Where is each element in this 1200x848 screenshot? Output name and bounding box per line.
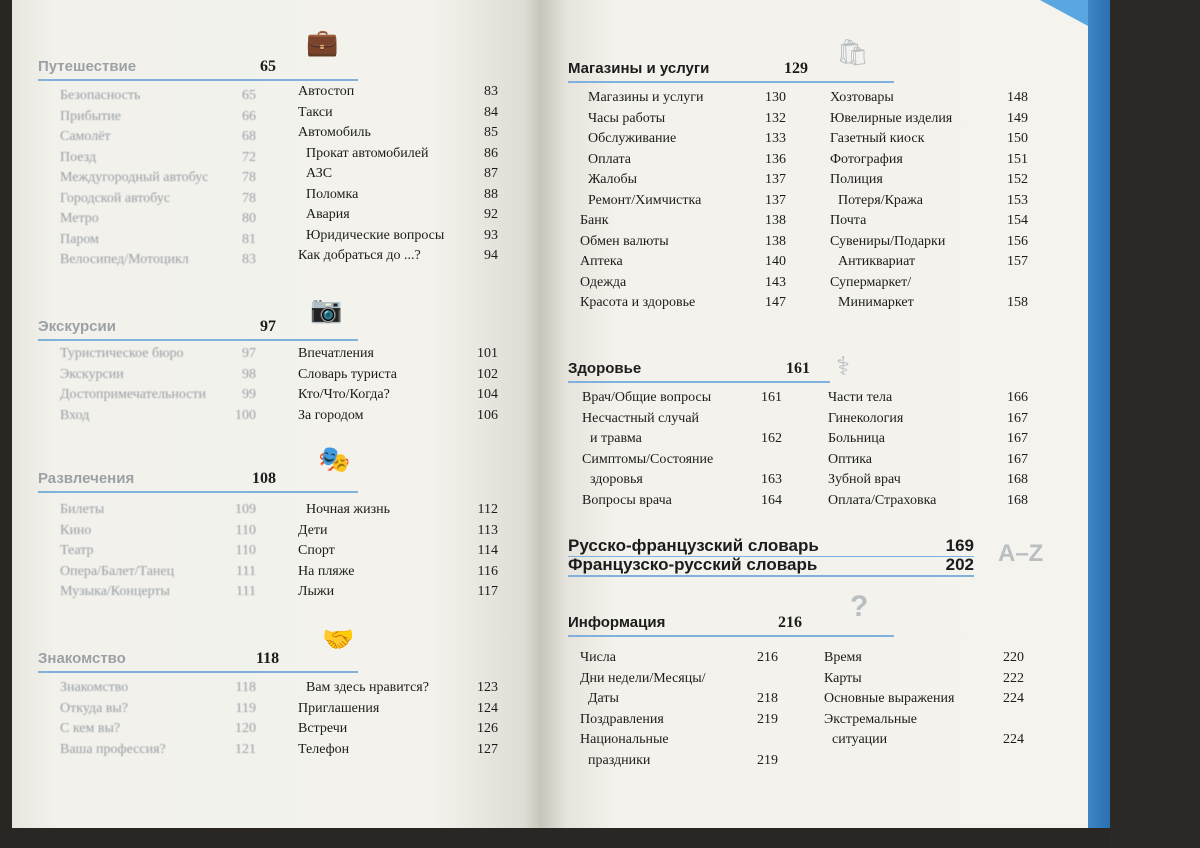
toc-row[interactable]: Полиция 152 [830, 172, 1028, 187]
section-header-excursions[interactable] [38, 318, 368, 340]
toc-row[interactable]: Время 220 [824, 650, 1024, 665]
toc-row[interactable]: Междугородный автобус 78 [60, 170, 256, 185]
toc-row[interactable]: Банк 138 [580, 213, 786, 228]
section-page: 129 [784, 60, 808, 77]
toc-row[interactable]: Основные выражения 224 [824, 691, 1024, 706]
section-page: 161 [786, 360, 810, 377]
toc-row[interactable]: Антиквариат 157 [838, 254, 1028, 269]
toc-row[interactable]: Вопросы врача 164 [582, 492, 782, 508]
section-rule [38, 339, 358, 341]
dictionary-rule [568, 575, 974, 577]
info-col-2 [824, 648, 1024, 751]
toc-row[interactable]: За городом 106 [298, 407, 498, 423]
toc-row[interactable]: Супермаркет/ [830, 274, 912, 290]
toc-row[interactable]: Национальные праздники 219 [580, 732, 778, 768]
toc-row[interactable]: Несчастный случай и травма 162 [582, 410, 782, 446]
dictionary-page: 169 [945, 536, 974, 555]
toc-row[interactable]: Велосипед/Мотоцикл 83 [60, 252, 256, 267]
toc-row[interactable]: Поломка 88 [306, 186, 498, 202]
section-rule [38, 79, 358, 81]
toc-row[interactable]: Встречи 126 [298, 721, 498, 736]
toc-row[interactable]: Прокат автомобилей 86 [306, 145, 498, 161]
toc-row[interactable]: Самолёт 68 [60, 129, 256, 144]
section-title: Информация [568, 614, 666, 631]
section-page: 118 [256, 650, 280, 667]
toc-row[interactable]: Безопасность 65 [60, 88, 256, 103]
handshake-icon: 🤝 [322, 625, 355, 654]
toc-row[interactable]: Прибытие 66 [60, 108, 256, 124]
toc-row[interactable]: Поздравления 219 [580, 711, 778, 727]
camera-icon: 📷 [310, 295, 343, 324]
section-page: 216 [778, 614, 802, 631]
shops-col-2 [830, 88, 1028, 314]
toc-row[interactable]: Зубной врач 168 [828, 472, 1028, 487]
toc-row[interactable]: С кем вы? 120 [60, 721, 256, 736]
section-header-info[interactable] [568, 614, 898, 636]
toc-row[interactable]: Музыка/Концерты 111 [60, 584, 256, 599]
section-page: 65 [260, 58, 276, 75]
toc-row[interactable]: Фотография 151 [830, 151, 1028, 167]
section-title: Экскурсии [38, 318, 116, 335]
toc-row[interactable]: Откуда вы? 119 [60, 700, 256, 716]
toc-row[interactable]: Жалобы 137 [588, 172, 786, 187]
toc-row[interactable]: Обмен валюты 138 [580, 233, 786, 249]
acquaintance-col-2 [298, 678, 498, 760]
toc-row[interactable]: Потеря/Кража 153 [838, 192, 1028, 208]
section-page: 108 [252, 470, 276, 487]
toc-row[interactable]: АЗС 87 [306, 166, 498, 181]
excursions-col-2 [298, 344, 498, 426]
toc-row[interactable]: Паром 81 [60, 231, 256, 247]
section-header-entertainment[interactable] [38, 470, 368, 492]
toc-row[interactable]: Числа 216 [580, 650, 778, 665]
health-icon: ⚕ [836, 352, 851, 381]
section-header-acquaintance[interactable] [38, 650, 368, 672]
toc-row[interactable]: Опера/Балет/Танец 111 [60, 563, 256, 579]
toc-row[interactable]: Городской автобус 78 [60, 190, 256, 206]
toc-row[interactable]: Сувениры/Подарки 156 [830, 233, 1028, 249]
book-cover-edge [1088, 0, 1110, 828]
dictionary-page: 202 [945, 555, 974, 574]
toc-row[interactable]: Ювелирные изделия 149 [830, 110, 1028, 126]
toc-row[interactable]: Ремонт/Химчистка 137 [588, 192, 786, 208]
toc-row[interactable]: Аптека 140 [580, 254, 786, 269]
toc-row[interactable]: Телефон 127 [298, 741, 498, 757]
toc-row[interactable]: Обслуживание 133 [588, 131, 786, 146]
toc-row[interactable]: Карты 222 [824, 670, 1024, 686]
toc-row[interactable]: Ночная жизнь 112 [306, 502, 498, 517]
entertainment-col-2 [298, 500, 498, 603]
travel-col-1 [60, 86, 256, 271]
section-rule [38, 671, 358, 673]
toc-row[interactable]: Такси 84 [298, 104, 498, 120]
toc-row[interactable]: Лыжи 117 [298, 584, 498, 599]
toc-row[interactable]: Оплата 136 [588, 151, 786, 167]
toc-row[interactable]: Приглашения 124 [298, 700, 498, 716]
toc-row[interactable]: Экскурсии 98 [60, 366, 256, 382]
toc-row[interactable]: Юридические вопросы 93 [306, 227, 498, 243]
toc-row[interactable]: Словарь туриста 102 [298, 366, 498, 382]
toc-row[interactable]: Врач/Общие вопросы 161 [582, 390, 782, 405]
toc-row[interactable]: Кино 110 [60, 522, 256, 538]
dictionary-ru-fr-link[interactable] [568, 536, 974, 556]
dictionary-fr-ru-link[interactable] [568, 555, 974, 575]
toc-row[interactable]: Билеты 109 [60, 502, 256, 517]
dictionary-title: Французско-русский словарь [568, 555, 818, 574]
toc-row[interactable]: Одежда 143 [580, 274, 786, 290]
toc-row[interactable]: Спорт 114 [298, 543, 498, 558]
toc-row[interactable]: Минимаркет 158 [838, 295, 1028, 310]
toc-row[interactable]: Части тела 166 [828, 390, 1028, 405]
info-col-1 [580, 648, 778, 771]
section-title: Магазины и услуги [568, 60, 710, 77]
toc-row[interactable]: Вам здесь нравится? 123 [306, 680, 498, 695]
toc-row[interactable]: Знакомство 118 [60, 680, 256, 695]
shops-col-1 [580, 88, 786, 314]
toc-row[interactable]: Гинекология 167 [828, 410, 1028, 426]
toc-row[interactable]: Вход 100 [60, 407, 256, 423]
section-title: Развлечения [38, 470, 135, 487]
section-header-health[interactable] [568, 360, 898, 382]
toc-row[interactable]: Оптика 167 [828, 451, 1028, 467]
question-icon: ? [850, 590, 869, 623]
toc-row[interactable]: Ваша профессия? 121 [60, 741, 256, 757]
toc-row[interactable]: Газетный киоск 150 [830, 131, 1028, 146]
dictionary-title: Русско-французский словарь [568, 536, 819, 555]
toc-row[interactable]: Дни недели/Месяцы/ Даты 218 [580, 670, 778, 706]
toc-row[interactable]: Магазины и услуги 130 [588, 90, 786, 105]
toc-row[interactable]: Как добраться до ...? 94 [298, 248, 498, 263]
toc-row[interactable]: Театр 110 [60, 543, 256, 558]
toc-row[interactable]: Поезд 72 [60, 149, 256, 165]
toc-row[interactable]: На пляже 116 [298, 563, 498, 579]
section-page: 97 [260, 318, 276, 335]
toc-row[interactable]: Красота и здоровье 147 [580, 295, 786, 310]
toc-row[interactable]: Симптомы/Состояние здоровья 163 [582, 451, 782, 487]
section-title: Здоровье [568, 360, 642, 377]
toc-row[interactable]: Автостоп 83 [298, 84, 498, 99]
toc-row[interactable]: Дети 113 [298, 522, 498, 538]
section-header-travel[interactable] [38, 58, 368, 80]
toc-row[interactable]: Кто/Что/Когда? 104 [298, 387, 498, 402]
toc-row[interactable]: Экстремальные ситуации 224 [824, 711, 1024, 747]
toc-row[interactable]: Автомобиль 85 [298, 125, 498, 140]
theatre-icon: 🎭 [318, 445, 351, 474]
shopping-icon: 🛍 [836, 38, 870, 67]
excursions-col-1 [60, 344, 256, 426]
page-corner-tab [1040, 0, 1088, 26]
toc-row[interactable]: Метро 80 [60, 211, 256, 226]
toc-row[interactable]: Оплата/Страховка 168 [828, 492, 1028, 508]
luggage-icon: 💼 [306, 28, 339, 57]
section-rule [568, 81, 894, 83]
az-badge-icon: A–Z [998, 540, 1044, 567]
acquaintance-col-1 [60, 678, 256, 760]
health-col-2 [828, 388, 1028, 511]
toc-row[interactable]: Достопримечательности 99 [60, 387, 256, 402]
health-col-1 [582, 388, 782, 511]
toc-row[interactable]: Авария 92 [306, 207, 498, 222]
section-header-shops[interactable] [568, 60, 898, 82]
toc-row[interactable]: Туристическое бюро 97 [60, 346, 256, 361]
entertainment-col-1 [60, 500, 256, 603]
toc-row[interactable]: Почта 154 [830, 213, 1028, 228]
section-title: Знакомство [38, 650, 126, 667]
toc-row[interactable]: Впечатления 101 [298, 346, 498, 361]
section-rule [568, 635, 894, 637]
section-title: Путешествие [38, 58, 137, 75]
toc-row[interactable]: Больница 167 [828, 431, 1028, 446]
travel-col-2 [298, 82, 498, 267]
toc-row[interactable]: Часы работы 132 [588, 110, 786, 126]
section-rule [38, 491, 358, 493]
section-rule [568, 381, 830, 383]
toc-row[interactable]: Хозтовары 148 [830, 90, 1028, 105]
background-edge [1110, 0, 1200, 848]
